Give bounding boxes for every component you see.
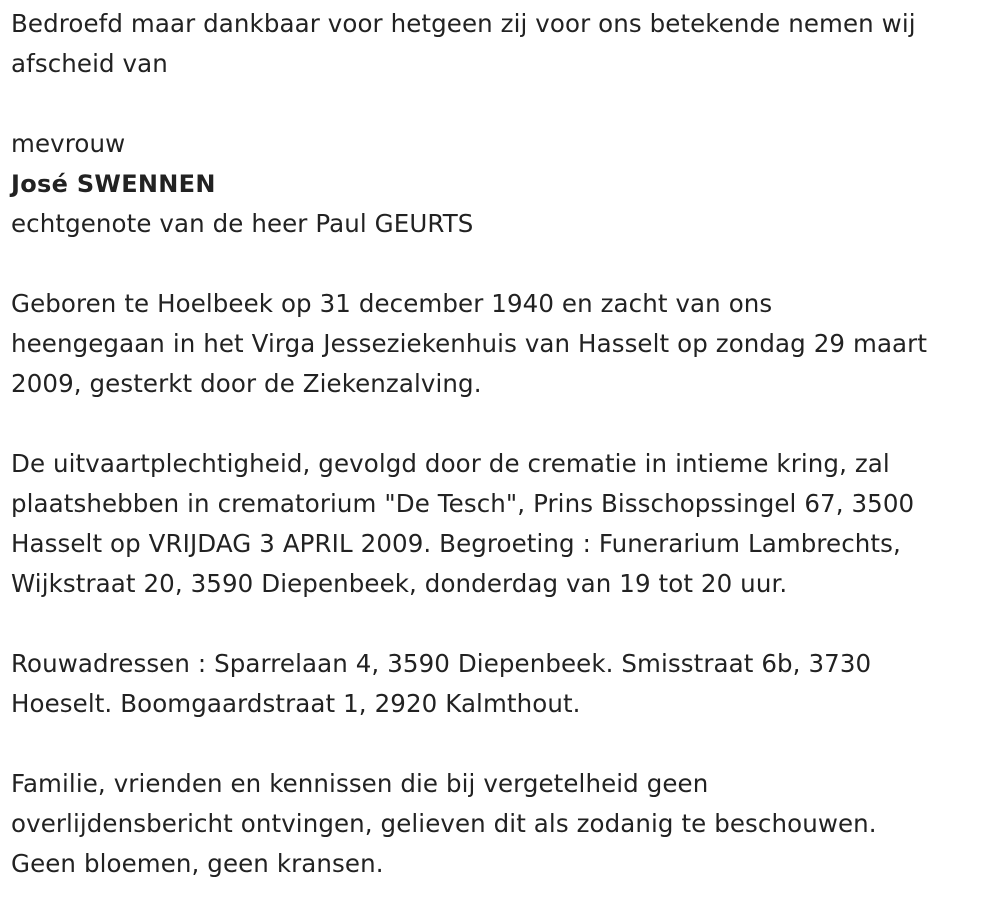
funeral-paragraph xyxy=(11,444,996,604)
closing-paragraph xyxy=(11,764,996,884)
closing-line: Geen bloemen, geen kransen. xyxy=(11,849,384,878)
closing-line: Familie, vrienden en kennissen die bij vergetelheid geen xyxy=(11,769,709,798)
addresses-line: Rouwadressen : Sparrelaan 4, 3590 Diepenbeek. Smisstraat 6b, 3730 xyxy=(11,649,872,678)
funeral-line: Wijkstraat 20, 3590 Diepenbeek, donderdag van 19 tot 20 uur. xyxy=(11,569,788,598)
birth-death-paragraph xyxy=(11,284,996,404)
intro-line: Bedroefd maar dankbaar voor hetgeen zij voor ons betekende nemen wij xyxy=(11,9,916,38)
funeral-line: De uitvaartplechtigheid, gevolgd door de crematie in intieme kring, zal xyxy=(11,449,890,478)
obituary-notice xyxy=(11,4,996,884)
funeral-line: plaatshebben in crematorium "De Tesch", Prins Bisschopssingel 67, 3500 xyxy=(11,489,915,518)
funeral-line: Hasselt op VRIJDAG 3 APRIL 2009. Begroeting : Funerarium Lambrechts, xyxy=(11,529,901,558)
addresses-line: Hoeselt. Boomgaardstraat 1, 2920 Kalmthout. xyxy=(11,689,581,718)
deceased-relation: echtgenote van de heer Paul GEURTS xyxy=(11,209,474,238)
birth-death-line: heengegaan in het Virga Jesseziekenhuis van Hasselt op zondag 29 maart xyxy=(11,329,928,358)
birth-death-line: 2009, gesterkt door de Ziekenzalving. xyxy=(11,369,482,398)
intro-line: afscheid van xyxy=(11,49,168,78)
deceased-block xyxy=(11,124,996,244)
intro-paragraph xyxy=(11,4,996,84)
deceased-name: José SWENNEN xyxy=(11,170,216,198)
birth-death-line: Geboren te Hoelbeek op 31 december 1940 en zacht van ons xyxy=(11,289,773,318)
closing-line: overlijdensbericht ontvingen, gelieven dit als zodanig te beschouwen. xyxy=(11,809,877,838)
deceased-title: mevrouw xyxy=(11,129,126,158)
addresses-paragraph xyxy=(11,644,996,724)
